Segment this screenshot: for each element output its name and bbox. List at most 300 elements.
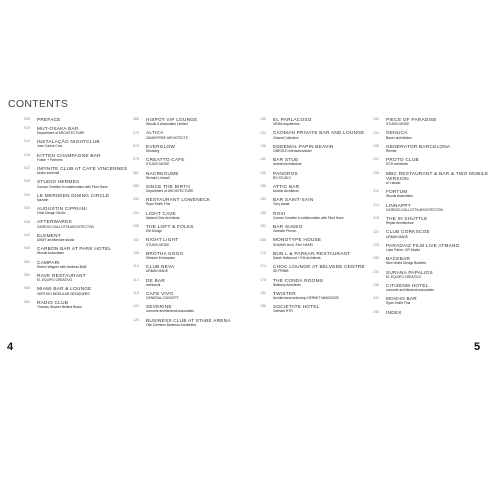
toc-page-number: 018 (24, 152, 30, 157)
toc-entry-text (146, 171, 251, 181)
toc-entry-designer: Conran Creative in collaboration with Fluid Hans (37, 184, 108, 189)
toc-entry (133, 184, 251, 194)
toc-entry (24, 286, 142, 296)
toc-entry (373, 157, 488, 167)
toc-entry-text (37, 273, 142, 283)
toc-page-number: 162 (260, 224, 266, 229)
toc-entry-designer: SHAHAV Arch. Firm HAKEI (273, 242, 314, 247)
toc-entry-title: NACREOUME (146, 170, 179, 176)
toc-entry (260, 130, 378, 140)
toc-entry-designer: a+t studio (386, 181, 401, 186)
toc-entry-designer: OMROLD interaction/alder (273, 148, 312, 153)
toc-entry-title: MONOTYPE HOUSE (273, 237, 322, 243)
toc-page-number: 206 (373, 170, 379, 175)
toc-entry-text (386, 130, 488, 140)
toc-entry-designer: Department of ARCHITECTURE (146, 189, 194, 194)
toc-entry-designer: GENERAL CONCEPT (146, 296, 179, 301)
toc-entry-text (37, 153, 142, 163)
toc-page-number: 098 (133, 224, 139, 229)
toc-entry (24, 233, 142, 243)
toc-page-number: 190 (373, 117, 379, 122)
toc-entry-designer: BS STUDIO (273, 175, 291, 180)
toc-entry (373, 310, 488, 315)
toc-entry-designer: New World Design Builders (386, 261, 427, 266)
toc-entry-designer: EL EQUIPO CREATIVO (37, 278, 73, 283)
toc-entry-title: CREATTO CAFE (146, 157, 185, 163)
toc-entry-text (386, 283, 488, 293)
toc-page-number: 166 (260, 237, 266, 242)
toc-entry (133, 251, 251, 261)
toc-entry-text (273, 304, 378, 314)
toc-entry (133, 224, 251, 234)
toc-entry-text (146, 264, 251, 274)
toc-page-number: 214 (373, 202, 379, 207)
toc-page-number: 234 (373, 269, 379, 274)
toc-entry-designer: EM Design (146, 229, 163, 234)
toc-entry-designer: concrete architectural associates (386, 288, 435, 293)
toc-entry-text (386, 157, 488, 167)
toc-entry-title: DE BAR (146, 277, 165, 283)
toc-entry (133, 130, 251, 140)
toc-entry-designer: Ryan Smith Fine (146, 202, 171, 207)
toc-entry (260, 251, 378, 261)
toc-entry-designer: Woods Associates (386, 194, 413, 199)
toc-page-number: 034 (24, 206, 30, 211)
toc-entry-title: MUT-OSAKA BAR (37, 125, 79, 131)
toc-entry-text (386, 144, 488, 154)
toc-entry-title: BUSINESS CLUB AT STABE ARENA (146, 317, 231, 323)
toc-page-number: 186 (260, 304, 266, 309)
toc-entry-designer: Luke Fisher, GR Studio (386, 247, 421, 252)
toc-page-number: 178 (260, 277, 266, 282)
toc-entry (373, 243, 488, 253)
toc-column-3 (260, 117, 378, 318)
toc-page-number: 074 (133, 143, 139, 148)
toc-entry-designer: VERTIGO MODULAR DESIGNERS (37, 291, 90, 296)
toc-entry-title: STUDIO HERMES (37, 179, 80, 185)
toc-entry-text (37, 117, 142, 122)
toc-entry (24, 246, 142, 256)
toc-entry-title: PIECE OF PARADISE (386, 117, 437, 122)
toc-entry (133, 171, 251, 181)
toc-entry-title: ROXI (273, 210, 286, 216)
toc-page-number: 150 (260, 184, 266, 189)
toc-page-number: 114 (133, 277, 139, 282)
toc-entry-title: SOCIETATE HOTEL (273, 304, 320, 310)
toc-entry-designer: Sarah Hallmond + EM Architects (273, 255, 321, 260)
toc-entry (373, 203, 488, 213)
toc-entry-designer: STUDIO MODE (146, 162, 170, 167)
toc-entry (260, 197, 378, 207)
toc-entry-designer: Ashton Architects (273, 189, 299, 194)
toc-entry-title: CHOC LOUNGE AT BELVEDE CENTRE (273, 264, 365, 270)
toc-entry-designer: Riemer (386, 148, 397, 153)
toc-entry-text (146, 211, 251, 221)
toc-entry-text (386, 310, 488, 315)
toc-entry-designer: URBAN MADE (386, 234, 408, 239)
toc-page-number: 022 (24, 166, 30, 171)
toc-entry-text (386, 117, 488, 127)
toc-entry-title: NIGHT LIGHT (146, 237, 179, 243)
toc-entry-title: CAOMAN PRIVATE BAR AND LOUNGE (273, 130, 365, 136)
toc-entry (260, 224, 378, 234)
toc-column-2 (133, 117, 251, 331)
toc-entry-text (37, 126, 142, 136)
toc-entry-text (37, 219, 142, 229)
toc-entry (24, 166, 142, 176)
toc-entry (373, 216, 488, 226)
toc-entry-designer: Gerhard RTR (273, 309, 293, 314)
toc-entry-designer: Rejaie Architecture (386, 221, 414, 226)
toc-entry-text (273, 171, 378, 181)
toc-entry-designer: Conran Creative in collaboration with Fluid Hans (273, 215, 344, 220)
toc-entry (133, 197, 251, 207)
toc-entry (133, 117, 251, 127)
toc-entry-designer: Foster + Partners (37, 157, 63, 162)
toc-entry-text (273, 197, 378, 207)
toc-entry-designer: Woods & Associates Limited (146, 122, 188, 127)
toc-entry-title: GENUCA (386, 130, 408, 136)
toc-page-number: 046 (24, 246, 30, 251)
toc-entry-designer: Olle Clemens Barkman Architekter (146, 322, 197, 327)
toc-entry-title: PREFACE (37, 117, 61, 122)
toc-entry-designer: Ruben Wagner with Andreas Bräll (37, 264, 87, 269)
toc-entry-title: BAR STUE (273, 157, 299, 163)
toc-entry-text (386, 256, 488, 266)
toc-entry-title: RADIO CLUB (37, 299, 69, 305)
toc-entry-title: TWISTER (273, 290, 296, 296)
toc-entry-designer: GIORGIO GULLOTTA ARCHITECTON (37, 224, 94, 229)
toc-entry (24, 219, 142, 229)
toc-entry-text (386, 189, 488, 199)
toc-page-number: 158 (260, 210, 266, 215)
toc-entry (260, 264, 378, 274)
toc-entry-designer: STUDIO MODE (146, 242, 170, 247)
toc-entry (133, 291, 251, 301)
toc-column-4 (373, 117, 488, 318)
toc-entry-text (146, 144, 251, 154)
toc-entry-designer: Jose Carlos Cruz (37, 144, 63, 149)
toc-page-number: 230 (373, 256, 379, 261)
toc-entry (24, 117, 142, 122)
toc-entry-text (273, 251, 378, 261)
toc-page-number: 142 (260, 157, 266, 162)
toc-entry-text (37, 179, 142, 189)
toc-entry-text (37, 246, 142, 256)
toc-page-number: 130 (260, 117, 266, 122)
toc-entry (24, 153, 142, 163)
toc-entry-title: SEVERINE (146, 304, 172, 310)
toc-entry (24, 273, 142, 283)
toc-entry-designer: Thomas Stocker Bettina Braun (37, 304, 82, 309)
toc-entry-title: INSTALAÇÃO NIGHTCLUB (37, 139, 100, 145)
toc-entry (24, 139, 142, 149)
toc-column-1 (24, 117, 142, 313)
toc-entry (373, 130, 488, 140)
toc-entry-title: KITTEN CHAMPAGNE BAR (37, 152, 101, 158)
toc-entry (133, 211, 251, 221)
toc-entry (373, 117, 488, 127)
toc-entry-text (146, 278, 251, 288)
toc-page-number: 066 (133, 117, 139, 122)
toc-entry-text (146, 224, 251, 234)
toc-page-number: 050 (24, 259, 30, 264)
toc-entry (373, 171, 488, 186)
toc-entry-title: RESTAURANT LOWENECK (146, 197, 211, 203)
toc-page-number: 078 (133, 157, 139, 162)
toc-entry-designer: Marisol Ortiz Architects (146, 215, 180, 220)
toc-entry-text (386, 296, 488, 306)
toc-page-number: 182 (260, 291, 266, 296)
toc-entry-text (146, 237, 251, 247)
toc-entry-designer: SE PRIME (273, 269, 289, 274)
toc-entry (260, 291, 378, 301)
toc-entry-text (146, 117, 251, 127)
toc-entry (260, 278, 378, 288)
toc-entry-text (146, 304, 251, 314)
toc-entry-designer: Department of ARCHITECTURE (37, 131, 85, 135)
toc-entry-title: INFINITE CLUB AT CAFE VINCENNES (37, 165, 128, 171)
toc-entry-text (386, 243, 488, 253)
toc-entry (133, 304, 251, 314)
toc-entry-title: CLUB NEVA (146, 264, 175, 270)
toc-entry-text (37, 233, 142, 243)
toc-entry (260, 171, 378, 181)
toc-entry-text (37, 300, 142, 310)
toc-entry-title: MBC RESTAURANT & BAR & TWO MOBILE VERSION (386, 170, 488, 181)
toc-entry-title: LINNAPPT (386, 202, 411, 208)
toc-entry-title: THE CONDA ROOMS (273, 277, 324, 283)
toc-page-number: 218 (373, 216, 379, 221)
toc-entry-title: CAFE VIVO (146, 290, 174, 296)
toc-entry (24, 300, 142, 310)
toc-entry-text (386, 229, 488, 239)
toc-page-number: 242 (373, 296, 379, 301)
toc-entry (373, 189, 488, 199)
toc-entry-title: ATTIC BAR (273, 183, 300, 189)
toc-entry-designer: Ashrah Architecture (273, 162, 302, 167)
toc-entry (24, 206, 142, 216)
toc-entry-designer: EL EQUIPO CREATIVO (386, 274, 422, 279)
toc-entry-designer: Architectural workshop DERWIT MANSIONS (273, 296, 339, 301)
toc-page-number: 118 (133, 291, 139, 296)
toc-entry (133, 157, 251, 167)
toc-page-number: 038 (24, 219, 30, 224)
toc-entry-title: MIAMI BAR & LOUNGE (37, 286, 92, 292)
toc-entry-designer: ECR architects (386, 162, 408, 167)
toc-entry-title: THE LOFT & FOLKS (146, 224, 194, 229)
toc-entry-title: INDEX (386, 309, 402, 315)
toc-page-number: 010 (24, 125, 30, 130)
toc-entry-title: PANOROS (273, 170, 298, 176)
toc-page-number: 154 (260, 197, 266, 202)
toc-entry-designer: GIORGIO GULLOTTA ARCHITECTON (386, 207, 443, 212)
toc-entry-title: THE IN SHUTTLE (386, 216, 428, 222)
toc-page-number: 094 (133, 210, 139, 215)
toc-entry-title: BAR SAINT-SAIN (273, 197, 314, 203)
toc-page-number: 170 (260, 250, 266, 255)
toc-entry-title: HISPOT VIP LOUNGE (146, 117, 198, 122)
toc-entry (260, 184, 378, 194)
toc-entry-text (37, 166, 142, 176)
toc-entry-title: PARADAIZ FILM LIVE ATMANO (386, 242, 460, 248)
toc-entry (24, 126, 142, 136)
toc-entry-designer: studio lumens8 (37, 171, 60, 176)
toc-entry (133, 144, 251, 154)
toc-entry-designer: STUDIO MODE (386, 122, 410, 127)
toc-entry (133, 278, 251, 288)
toc-page-number: 138 (260, 143, 266, 148)
toc-entry-title: BAR SUSEO (273, 224, 303, 229)
toc-entry (260, 157, 378, 167)
toc-entry-designer: Stinsom Embassies (146, 255, 175, 260)
toc-entry (373, 229, 488, 239)
toc-entry (373, 270, 488, 280)
toc-page-number: 238 (373, 283, 379, 288)
toc-entry-title: SINCE THE BIRTH (146, 183, 190, 189)
toc-entry-title: SURANA PAPALIGS (386, 269, 433, 275)
toc-entry (24, 260, 142, 270)
toc-page-number: 174 (260, 264, 266, 269)
toc-entry-title: AUGUSTIN CIPRIANI (37, 206, 88, 212)
toc-entry-title: LIGHT CAVE (146, 210, 176, 216)
toc-entry (24, 179, 142, 189)
toc-page-number: 226 (373, 242, 379, 247)
toc-entry-text (273, 130, 378, 140)
toc-page-number: 086 (133, 184, 139, 189)
toc-entry-text (273, 278, 378, 288)
toc-entry-designer: ZANNYFREE ARCHITECTS (146, 135, 188, 140)
toc-entry-title: BUN L & PARKAN RESTAURANT (273, 250, 351, 256)
toc-entry-designer: Bauer architekten (386, 135, 412, 140)
toc-entry-designer: Ryan Smith Fine (386, 301, 411, 306)
toc-entry-title: EL PARLACOSO (273, 117, 312, 122)
toc-page-number: 110 (133, 264, 139, 269)
toc-entry (260, 144, 378, 154)
toc-entry-text (386, 171, 488, 186)
toc-entry-title: MOSHO BAR (386, 296, 417, 302)
toc-page-number: 090 (133, 197, 139, 202)
toc-page-number: 062 (24, 299, 30, 304)
toc-page-number: 070 (133, 130, 139, 135)
toc-entry-title: FORTUM (386, 189, 408, 195)
toc-page-number: 134 (260, 130, 266, 135)
toc-entry-text (273, 291, 378, 301)
toc-entry-designer: Ghazal Collective (273, 135, 299, 140)
toc-entry-text (37, 286, 142, 296)
toc-entry-text (273, 264, 378, 274)
toc-entry (260, 237, 378, 247)
toc-entry (373, 256, 488, 266)
toc-entry-title: CARBON BAR AT PARK HOTEL (37, 246, 112, 252)
toc-entry-text (386, 270, 488, 280)
toc-entry-designer: archiarchi (146, 282, 161, 287)
toc-entry (133, 264, 251, 274)
toc-entry-text (273, 157, 378, 167)
toc-entry-designer: Nazdrin (37, 197, 49, 202)
toc-entry-text (273, 144, 378, 154)
toc-entry (260, 304, 378, 314)
toc-page-number: 194 (373, 130, 379, 135)
toc-entry-title: LE MERIDIEN DINING CIRCLE (37, 192, 110, 198)
toc-page-number: 030 (24, 192, 30, 197)
toc-entry (133, 237, 251, 247)
toc-entry-designer: Stonberg (146, 148, 160, 153)
toc-entry-title: CAMPARI (37, 259, 60, 265)
toc-page-number: 222 (373, 229, 379, 234)
toc-entry-title: RAVE RESTAURANT (37, 272, 86, 278)
toc-entry-designer: Orbit Design Studio (37, 211, 66, 216)
toc-page-number: 042 (24, 232, 30, 237)
toc-entry-text (37, 260, 142, 270)
toc-entry-text (146, 130, 251, 140)
toc-entry-text (146, 251, 251, 261)
toc-entry-title: GENERATOR BARCELONA (386, 143, 451, 149)
toc-page-number: 014 (24, 139, 30, 144)
toc-entry-title: AFTERWARDS (37, 219, 73, 225)
toc-page-number: 246 (373, 309, 379, 314)
toc-entry-title: PROTO CLUB (386, 157, 419, 163)
toc-entry-title: EVERGLOW (146, 143, 176, 149)
toc-entry (24, 193, 142, 203)
toc-entry-designer: HEMA arquitectos (273, 122, 300, 127)
page-number-right: 5 (474, 341, 481, 353)
toc-entry-designer: Zahnder Pincon (273, 229, 297, 234)
toc-entry-text (386, 203, 488, 213)
toc-entry-text (37, 206, 142, 216)
toc-entry-title: ELEMENT (37, 232, 61, 238)
toc-page-number: 146 (260, 170, 266, 175)
toc-page-number: 126 (133, 317, 139, 322)
toc-entry-designer: ASWT architecture studio (37, 238, 75, 242)
toc-page-number: 106 (133, 250, 139, 255)
toc-entry (133, 318, 251, 328)
toc-page-number: 058 (24, 286, 30, 291)
toc-page-number: 202 (373, 157, 379, 162)
toc-entry-text (273, 237, 378, 247)
toc-entry-title: CITIZENM HOTEL (386, 282, 429, 288)
toc-page-number: 122 (133, 304, 139, 309)
toc-entry (260, 117, 378, 127)
toc-entry-text (37, 139, 142, 149)
toc-entry-text (146, 291, 251, 301)
toc-entry-designer: Balikanp Architects (273, 282, 301, 287)
toc-page-number: 026 (24, 179, 30, 184)
toc-entry-text (37, 193, 142, 203)
toc-entry-designer: URBAN MADE (146, 269, 168, 274)
toc-entry-text (146, 184, 251, 194)
toc-entry-title: BROTHA KOGO (146, 250, 184, 256)
page-title: CONTENTS (8, 98, 69, 110)
page-number-left: 4 (7, 341, 14, 353)
toc-entry (260, 211, 378, 221)
toc-entry-text (146, 197, 251, 207)
toc-entry-designer: Woods Associates (37, 251, 64, 256)
toc-entry (373, 144, 488, 154)
toc-entry-text (146, 157, 251, 167)
toc-page-number: 198 (373, 143, 379, 148)
toc-entry-designer: Tony Aarati (273, 202, 290, 207)
toc-entry-text (273, 117, 378, 127)
toc-entry-designer: Richard Lindvall (146, 175, 170, 180)
toc-entry-title: BACKBAR (386, 256, 411, 262)
toc-entry-designer: concrete architectural associates (146, 309, 195, 314)
toc-entry-text (386, 216, 488, 226)
toc-page-number: 082 (133, 170, 139, 175)
toc-entry-text (273, 224, 378, 234)
toc-page-number: 008 (24, 117, 30, 122)
toc-page-number: 054 (24, 273, 30, 278)
